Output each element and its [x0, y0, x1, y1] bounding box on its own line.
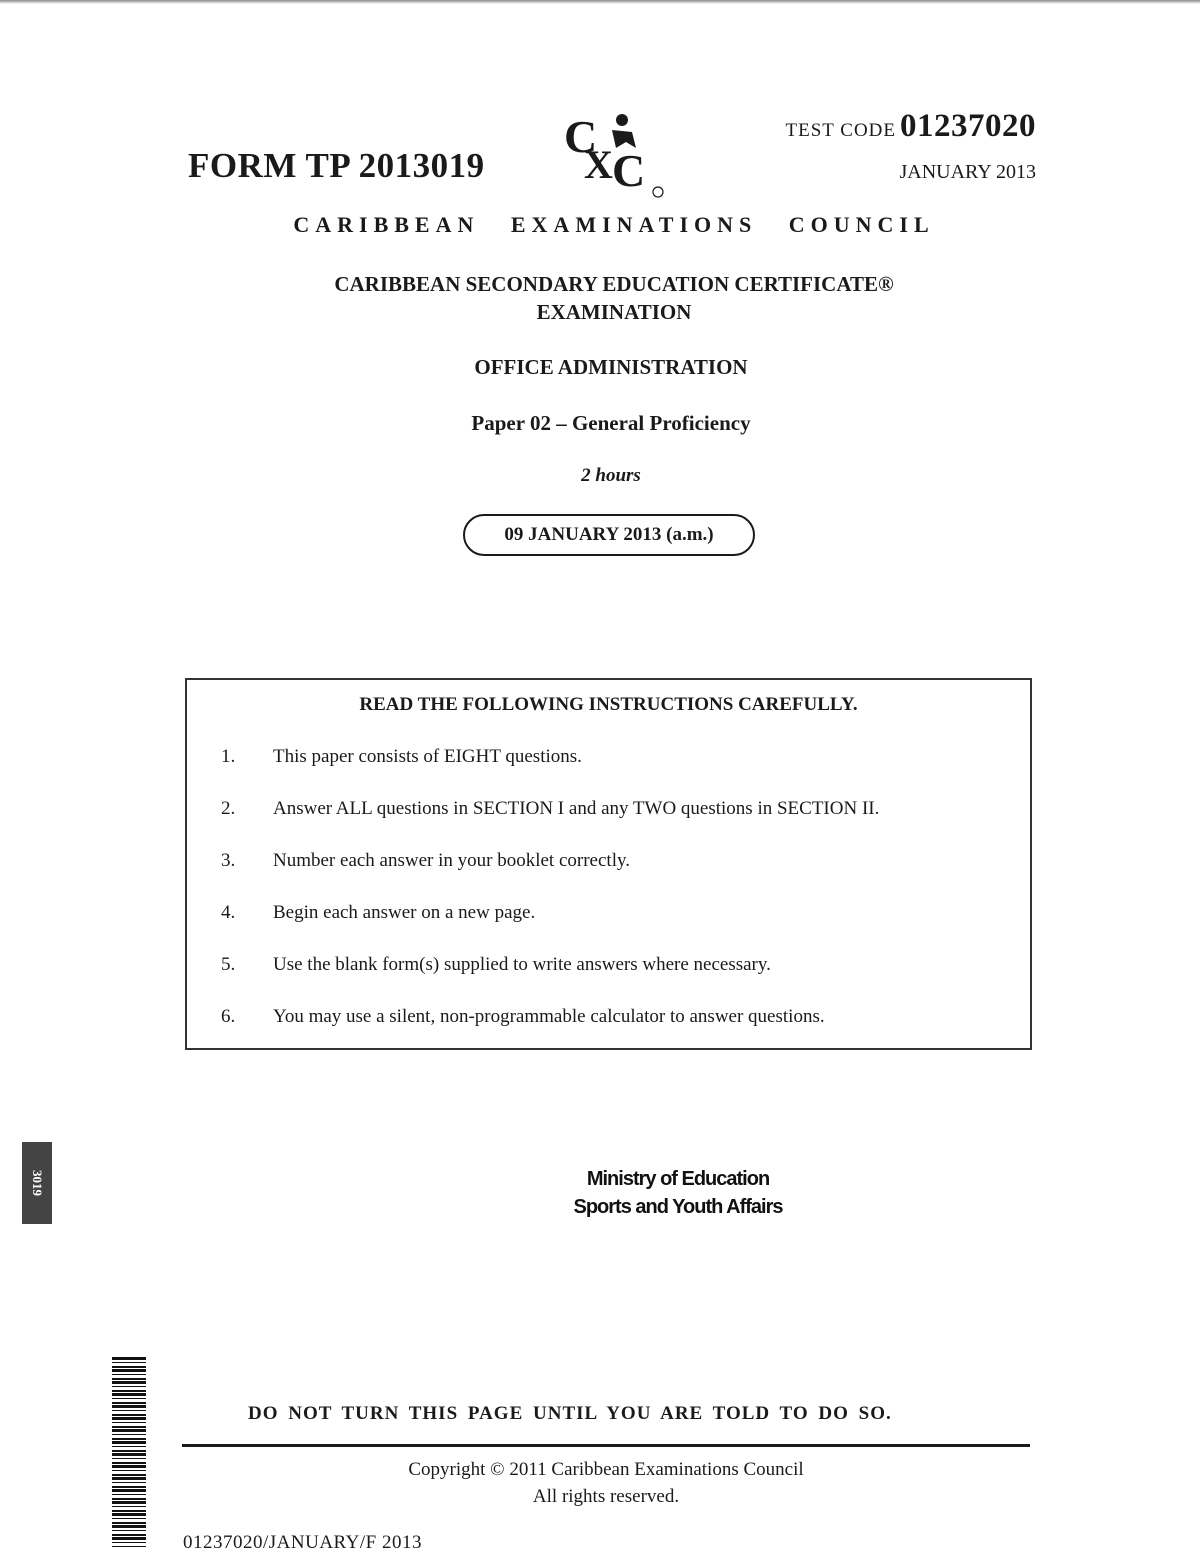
exam-date-pill: 09 JANUARY 2013 (a.m.) [463, 514, 755, 556]
instruction-item [221, 746, 582, 768]
test-code-label: TEST CODE [785, 120, 896, 141]
barcode [112, 1357, 146, 1547]
subject-title: OFFICE ADMINISTRATION [474, 355, 748, 379]
instruction-number: 5. [221, 954, 236, 975]
instructions-box [185, 678, 1032, 1050]
instruction-item [221, 798, 879, 820]
instruction-number: 1. [221, 746, 236, 767]
document-code: 01237020/JANUARY/F 2013 [183, 1532, 422, 1553]
copyright-block [0, 1456, 1200, 1510]
instruction-number: 4. [221, 902, 236, 923]
do-not-turn-warning: DO NOT TURN THIS PAGE UNTIL YOU ARE TOLD TO DO SO. [248, 1403, 892, 1424]
instruction-text: You may use a silent, non-programmable calculator to answer questions. [273, 1006, 825, 1027]
rights-text: All rights reserved. [532, 1486, 680, 1507]
spine-label: 3019 [30, 1170, 45, 1196]
stamp-line-2: Sports and Youth Affairs [573, 1196, 783, 1218]
form-code: FORM TP 2013019 [188, 146, 485, 185]
duration: 2 hours [581, 465, 641, 486]
test-code-block [785, 108, 1036, 145]
spine-tab [22, 1142, 52, 1224]
copyright-text: Copyright © 2011 Caribbean Examinations Council [408, 1459, 804, 1480]
instruction-number: 6. [221, 1006, 236, 1027]
svg-text:X: X [584, 142, 613, 187]
stamp-line-1: Ministry of Education [586, 1168, 770, 1190]
instruction-item [221, 954, 771, 976]
test-code: 01237020 [900, 108, 1036, 144]
svg-text:C: C [564, 111, 598, 162]
certificate-line-1: CARIBBEAN SECONDARY EDUCATION CERTIFICATE® [334, 272, 894, 296]
certificate-line-2: EXAMINATION [536, 300, 692, 324]
instruction-text: This paper consists of EIGHT questions. [273, 746, 582, 767]
instruction-text: Number each answer in your booklet correctly. [273, 850, 630, 871]
instruction-text: Use the blank form(s) supplied to write answers where necessary. [273, 954, 771, 975]
instruction-text: Answer ALL questions in SECTION I and any TWO questions in SECTION II. [273, 798, 880, 819]
paper-title: Paper 02 – General Proficiency [471, 411, 751, 435]
instruction-number: 3. [221, 850, 236, 871]
svg-text:C: C [612, 145, 646, 196]
divider [182, 1444, 1030, 1447]
instruction-item [221, 850, 630, 872]
instruction-number: 2. [221, 798, 236, 819]
ministry-stamp [548, 1165, 808, 1221]
exam-month: JANUARY 2013 [899, 161, 1036, 183]
instructions-heading: READ THE FOLLOWING INSTRUCTIONS CAREFULLY. [359, 694, 858, 715]
certificate-title [0, 270, 1200, 326]
instruction-text: Begin each answer on a new page. [273, 902, 536, 923]
instruction-item [221, 902, 535, 924]
council-name: CARIBBEAN EXAMINATIONS COUNCIL [293, 212, 935, 237]
page-edge [0, 0, 1200, 4]
instruction-item [221, 1006, 825, 1028]
cxc-logo [560, 108, 670, 200]
